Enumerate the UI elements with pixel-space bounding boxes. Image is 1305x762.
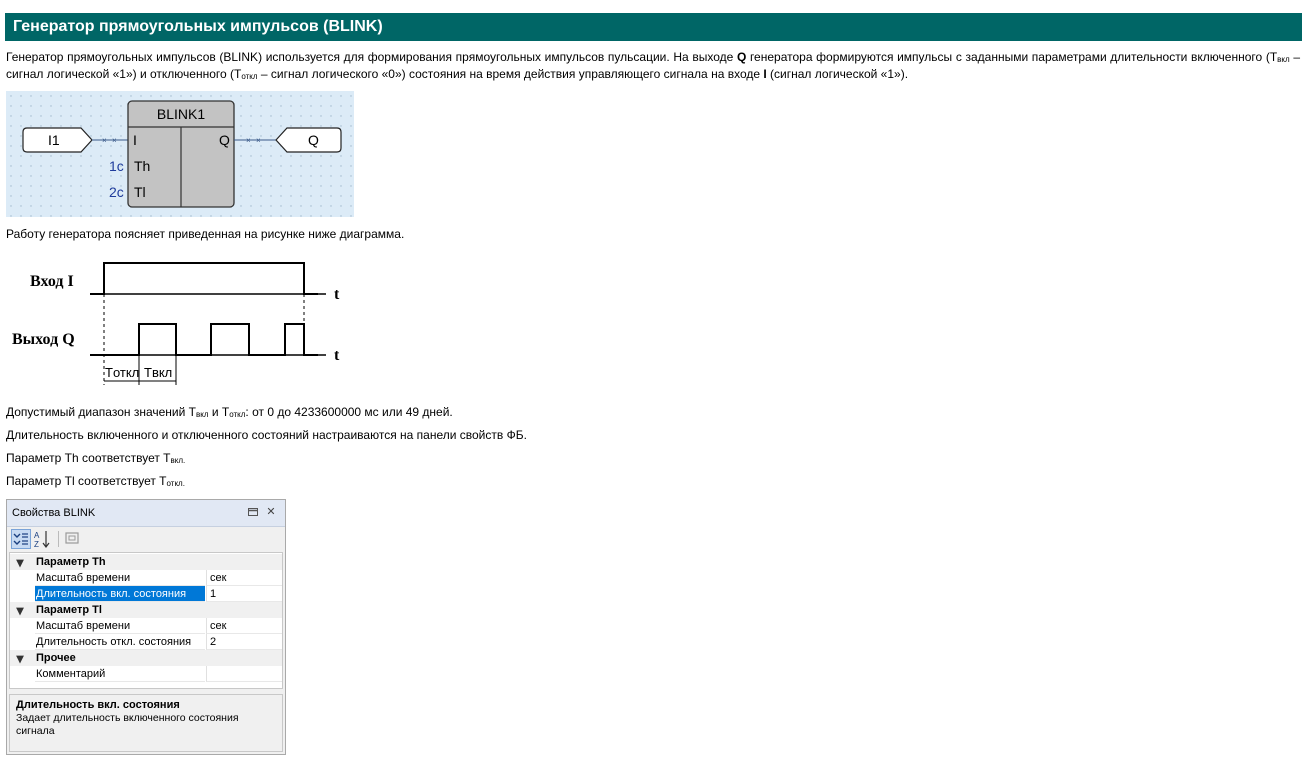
property-pages-button[interactable] <box>63 529 83 549</box>
property-label[interactable]: Масштаб времени <box>35 618 205 634</box>
intro-sub-off: откл <box>241 72 258 81</box>
property-value[interactable]: сек <box>206 570 282 586</box>
property-pages-icon <box>63 529 81 547</box>
close-icon[interactable]: ✕ <box>266 506 276 518</box>
output-tag-label: Q <box>308 132 319 148</box>
pin-q: Q <box>219 132 230 148</box>
svg-text:A: A <box>34 531 40 540</box>
duration-text: Длительность включенного и отключенного состояний настраиваются на панели свойств ФБ. <box>6 428 527 442</box>
pin-tl: Tl <box>134 184 146 200</box>
intro-i: I <box>763 67 767 81</box>
svg-text:Z: Z <box>34 540 39 549</box>
range-text-c: : от 0 до 4233600000 мс или 49 дней. <box>245 405 453 419</box>
input-label: Вход I <box>30 273 74 290</box>
fbd-diagram <box>6 91 354 217</box>
intro-text-5: (сигнал логической «1»). <box>766 67 909 81</box>
categorized-view-button[interactable] <box>11 529 31 549</box>
description-area <box>9 694 283 752</box>
range-sub-on: вкл <box>196 410 209 419</box>
property-value[interactable]: 2 <box>206 634 282 650</box>
property-label[interactable]: Масштаб времени <box>35 570 205 586</box>
pin-icon[interactable] <box>247 506 259 518</box>
property-row[interactable] <box>10 586 282 602</box>
diagram-caption: Работу генератора поясняет приведенная на рисунке ниже диаграмма. <box>6 227 405 241</box>
intro-text-4: – сигнал логического «0») состояния на время действия управляющего сигнала на входе <box>257 67 764 81</box>
page-title: Генератор прямоугольных импульсов (BLINK) <box>5 13 1302 41</box>
wire-mark: × <box>246 136 251 145</box>
param-th-text <box>6 451 185 468</box>
description-title: Длительность вкл. состояния <box>16 699 180 711</box>
range-sub-off: откл <box>229 410 246 419</box>
wire-mark: × <box>112 136 117 145</box>
wire-mark: × <box>256 136 261 145</box>
description-text: Задает длительность включенного состояния сигнала <box>16 712 239 737</box>
category-row[interactable] <box>10 602 282 618</box>
output-label: Выход Q <box>12 331 75 348</box>
intro-paragraph <box>6 50 1300 84</box>
const-tl[interactable]: 2c <box>109 184 124 200</box>
chevron-down-icon[interactable]: ▾ <box>16 602 24 618</box>
param-tl-text <box>6 474 185 491</box>
param-tl-a: Параметр Tl соответствует T <box>6 474 167 488</box>
axis-t-input: t <box>334 286 340 303</box>
property-label[interactable]: Длительность откл. состояния <box>35 634 205 650</box>
input-tag-label: I1 <box>48 132 60 148</box>
output-signal <box>90 324 318 355</box>
category-label: Параметр Th <box>36 556 106 568</box>
intro-text-1: Генератор прямоугольных импульсов (BLINK) используется для формирования прямоугольных импульсов пульсации. На выходе <box>6 50 737 64</box>
chevron-down-icon[interactable]: ▾ <box>16 650 24 666</box>
panel-toolbar <box>7 527 285 551</box>
alphabetical-view-button[interactable] <box>33 529 53 549</box>
property-label[interactable]: Комментарий <box>35 666 205 682</box>
wire-mark: × <box>102 136 107 145</box>
axis-t-output: t <box>334 347 340 364</box>
property-row[interactable] <box>10 618 282 634</box>
range-text-b: и T <box>208 405 230 419</box>
properties-panel <box>6 499 286 755</box>
param-th-a: Параметр Th соответствует T <box>6 451 171 465</box>
intro-sub-on: вкл <box>1277 55 1290 64</box>
const-th[interactable]: 1c <box>109 158 124 174</box>
categorized-icon <box>12 530 30 548</box>
sort-az-icon <box>33 529 53 549</box>
t-on-label: Tвкл <box>144 365 173 380</box>
intro-text-3: – сигнал логической «1») и отключенного (T <box>6 50 1300 81</box>
category-label: Прочее <box>36 652 76 664</box>
property-grid <box>9 552 283 689</box>
chevron-down-icon[interactable]: ▾ <box>16 554 24 570</box>
category-label: Параметр Tl <box>36 604 102 616</box>
property-value[interactable]: сек <box>206 618 282 634</box>
param-th-sub: вкл. <box>170 456 186 465</box>
panel-title: Свойства BLINK <box>12 507 96 519</box>
param-tl-sub: откл. <box>166 479 185 488</box>
timing-diagram <box>6 255 351 390</box>
range-text <box>6 405 453 422</box>
toolbar-separator <box>58 531 59 547</box>
property-label[interactable]: Длительность вкл. состояния <box>35 586 205 602</box>
range-text-a: Допустимый диапазон значений T <box>6 405 196 419</box>
intro-text-2: генератора формируются импульсы с заданными параметрами длительности включенного (T <box>746 50 1278 64</box>
panel-header <box>7 500 285 527</box>
t-off-label: Tоткл <box>105 365 140 380</box>
property-row[interactable] <box>10 666 282 682</box>
block-name: BLINK1 <box>156 106 206 122</box>
pin-i: I <box>133 132 137 148</box>
property-value[interactable] <box>206 666 282 682</box>
property-row[interactable] <box>10 570 282 586</box>
category-row[interactable] <box>10 650 282 666</box>
pin-th: Th <box>134 158 151 174</box>
input-signal <box>90 263 318 294</box>
property-row[interactable] <box>10 634 282 650</box>
intro-q: Q <box>736 50 747 64</box>
category-row[interactable] <box>10 554 282 570</box>
property-value[interactable]: 1 <box>206 586 282 602</box>
